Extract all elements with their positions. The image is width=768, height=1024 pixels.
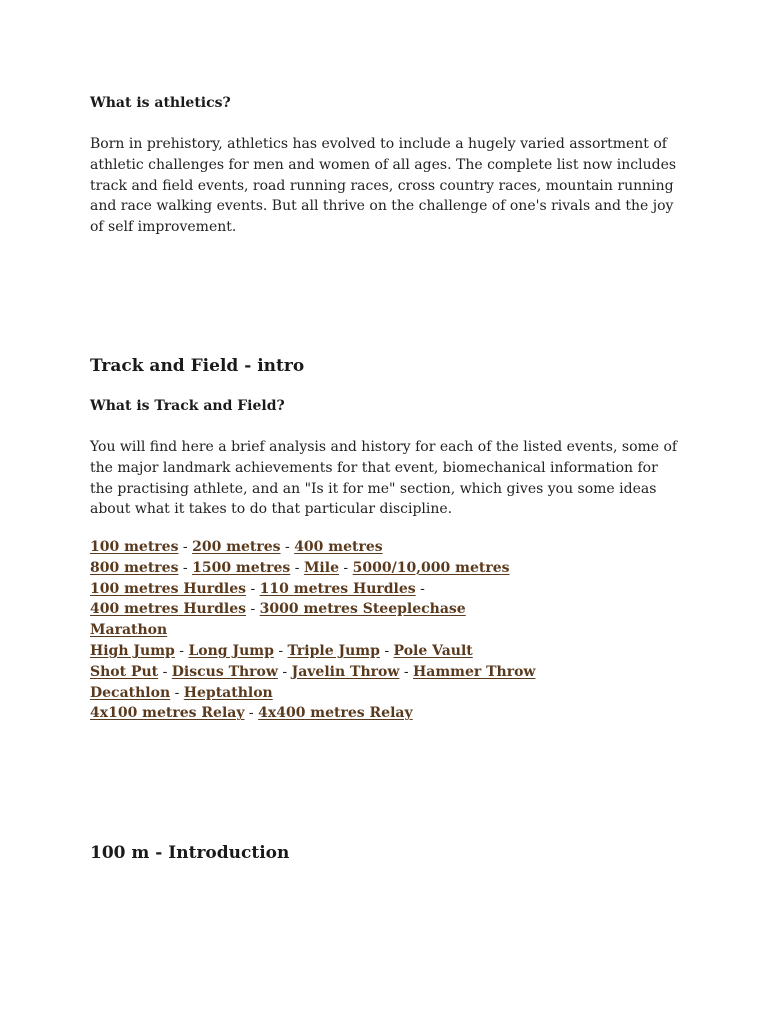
link-separator: - xyxy=(178,559,193,576)
link-separator: - xyxy=(338,559,353,576)
event-link-400-metres-hurdles[interactable]: 400 metres Hurdles xyxy=(90,601,247,618)
event-link-decathlon[interactable]: Decathlon xyxy=(90,684,171,701)
event-links-line xyxy=(90,537,690,558)
event-link-400-metres[interactable]: 400 metres xyxy=(294,539,383,555)
event-link-long-jump[interactable]: Long Jump xyxy=(188,642,274,659)
event-links-line xyxy=(90,579,690,600)
link-separator: - xyxy=(178,539,193,555)
event-link-4x400-metres-relay[interactable]: 4x400 metres Relay xyxy=(258,705,413,722)
link-separator: - xyxy=(399,663,414,680)
link-separator: - xyxy=(174,642,189,659)
event-link-triple-jump[interactable]: Triple Jump xyxy=(287,642,380,659)
event-link-pole-vault[interactable]: Pole Vault xyxy=(393,642,473,659)
event-link-200-metres[interactable]: 200 metres xyxy=(192,539,281,555)
event-links-line xyxy=(90,641,690,662)
event-link-110-metres-hurdles[interactable]: 110 metres Hurdles xyxy=(259,580,416,597)
event-link-100-metres[interactable]: 100 metres xyxy=(90,539,179,555)
track-and-field-intro-title: Track and Field - intro xyxy=(90,356,305,376)
event-link-discus-throw[interactable]: Discus Throw xyxy=(171,663,278,680)
link-separator: - xyxy=(277,663,292,680)
event-link-marathon[interactable]: Marathon xyxy=(90,622,168,639)
event-link-3000-metres-steeplechase[interactable]: 3000 metres Steeplechase xyxy=(259,601,466,618)
link-separator: - xyxy=(246,580,260,597)
event-links-line xyxy=(90,662,690,683)
event-link-100-metres-hurdles[interactable]: 100 metres Hurdles xyxy=(90,580,247,597)
what-is-athletics-heading: What is athletics? xyxy=(90,95,231,111)
what-is-track-and-field-heading: What is Track and Field? xyxy=(90,398,285,414)
event-links-list xyxy=(90,537,690,724)
event-link-javelin-throw[interactable]: Javelin Throw xyxy=(291,663,400,680)
link-separator: - xyxy=(158,663,172,680)
event-links-line xyxy=(90,558,690,579)
event-link-heptathlon[interactable]: Heptathlon xyxy=(183,684,273,701)
event-links-line xyxy=(90,683,690,704)
event-link-mile[interactable]: Mile xyxy=(303,559,339,576)
link-separator: - xyxy=(379,642,394,659)
link-separator: - xyxy=(244,705,259,722)
track-and-field-paragraph: You will find here a brief analysis and history for each of the listed events, some of the major landmark achievements for that event, biomechanical information for the practising athlete, and an "Is it for me" section, which gives you some ideas about what it takes to do that particular discipline. xyxy=(90,439,678,518)
link-separator: - xyxy=(415,580,425,597)
athletics-paragraph: Born in prehistory, athletics has evolved to include a hugely varied assortment of athletic challenges for men and women of all ages. The complete list now includes track and field events, road running races, cross country races, mountain running and race walking events. But all thrive on the challenge of one's rivals and the joy of self improvement. xyxy=(90,136,677,236)
event-link-hammer-throw[interactable]: Hammer Throw xyxy=(413,663,536,680)
event-links-line xyxy=(90,620,690,641)
link-separator: - xyxy=(280,539,295,555)
event-link-5000-10-000-metres[interactable]: 5000/10,000 metres xyxy=(352,559,510,576)
event-links-line xyxy=(90,703,690,724)
event-link-4x100-metres-relay[interactable]: 4x100 metres Relay xyxy=(90,705,245,722)
event-links-line xyxy=(90,599,690,620)
link-separator: - xyxy=(290,559,304,576)
event-link-high-jump[interactable]: High Jump xyxy=(90,642,175,659)
event-link-1500-metres[interactable]: 1500 metres xyxy=(192,559,291,576)
link-separator: - xyxy=(273,642,288,659)
link-separator: - xyxy=(170,684,184,701)
event-link-800-metres[interactable]: 800 metres xyxy=(90,559,179,576)
event-link-shot-put[interactable]: Shot Put xyxy=(90,663,159,680)
100m-introduction-title: 100 m - Introduction xyxy=(90,843,290,863)
link-separator: - xyxy=(246,601,260,618)
